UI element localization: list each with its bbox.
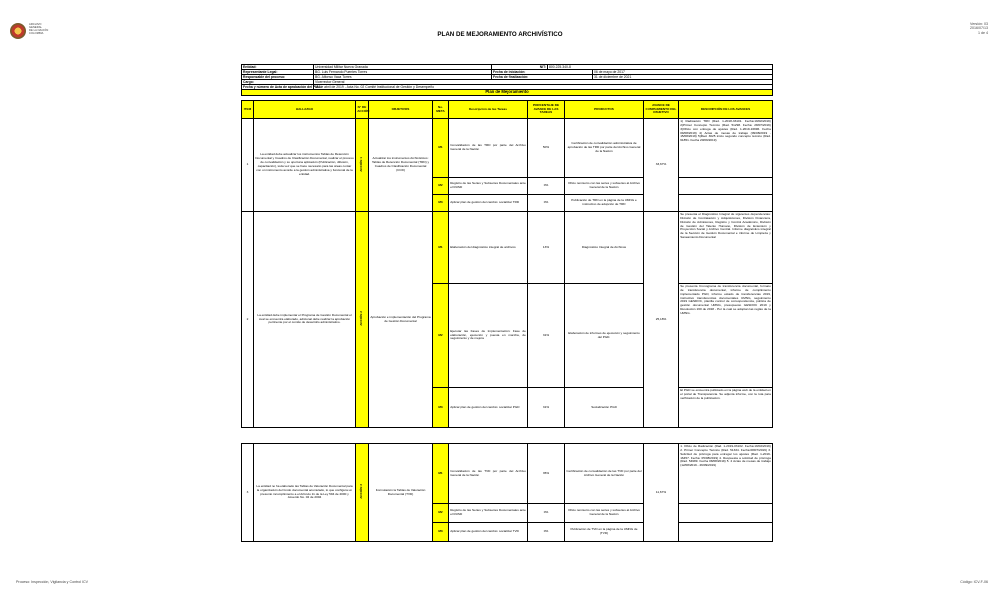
table-row: M3 Aplicar plan de gestión del cambio: socializar TVD 0% Publicación de TVD en la página de la UMNG de (TVD)	[242, 523, 773, 542]
hallazgo-cell: La entidad debe implementar el Programa de Gestión Documental el cual se encuentra elaborado, adicional debe realizar la aprobación pertinente por el comité de desarrollo administrativo.	[254, 212, 356, 428]
info-row: Fecha y número de Acta de aprobación del PMA: 11 de abril de 2019 - Acta No. 02 Comité Institucional de Gestión y Desempeño	[242, 85, 773, 90]
footer-process: Proceso: Inspección, Vigilancia y Control ICV	[16, 580, 89, 584]
table-row: M3 Aplicar plan de gestión del cambio: socializar PGD 31% Socialización PGD El PGD se encuentra publicado en la página web de la entidad en el portal de Transparencia. Se adjunta informe, con la ruta para verificación de la publicación.	[242, 388, 773, 428]
table-row: M2 Ejecutar las Fases de Implementación: Fase de elaboración, ejecución y puesta en marcha, de seguimiento y de mejora 31% Elaboración de informes de ejecución y seguimiento del PGD. Se presenta Cronograma de transferencia documental, formato de transferencia documental, informe de cumplimiento implementado PGD, informe estado de transferencias 2019, instructivo transferencias documentales UMNG, seguimiento 2019 GESDOC, planilla control de correspondencia, política de gestión documental UMNG, presupuesto GESDOC 2019 y Resolución 160 de 2018 - Por la cual se adoptan las reglas de la UMNG.	[242, 284, 773, 388]
version-block: Versión: 03 2016/07/13 1 de 4	[970, 22, 988, 35]
info-row: Cargo: Vicerrector General	[242, 80, 773, 85]
acta-value: 11 de abril de 2019 - Acta No. 02 Comité Institucional de Gestión y Desempeño	[314, 85, 773, 90]
info-row: Responsable del proceso: BG. Alfonso Vaca Torres Fecha de finalización: 31 de diciembre de 2021	[242, 75, 773, 80]
objetivo-cell: Formulación la Tablas de Valoración Documental (TVD)	[369, 444, 433, 542]
cargo-value: Vicerrector General	[314, 80, 773, 85]
objetivo-cell: Actualizar los instrumentos Archivísticos: Tablas de Retención Documental (TRD) y Cuadros de Clasificación Documental (CCD)	[369, 119, 433, 212]
logo-text: ARCHIVO GENERAL DE LA NACIÓN COLOMBIA	[29, 23, 49, 36]
table-row: M2 Registro de las Series y Subseries Documentales ante el RUSD 0% Oficio remisorio con las series y subseries al Archivo General de la Nación	[242, 178, 773, 195]
fecha-iniciacion-value: 06 de mayo de 2017	[593, 70, 773, 75]
representante-value: BG. Luis Fernando Puentes Torres	[314, 70, 492, 75]
document-title: PLAN DE MEJORAMIENTO ARCHIVÍSTICO	[437, 31, 563, 38]
fecha-finalizacion-value: 31 de diciembre de 2021	[593, 75, 773, 80]
cumplimiento-cell: 33,67%	[644, 119, 679, 212]
plan-title-row: Plan de Mejoramiento	[242, 90, 773, 96]
cumplimiento-cell: 11,67%	[644, 444, 679, 542]
row-separator	[242, 428, 773, 444]
hallazgo-cell: La entidad debe actualizar los instrumentos Tablas de Retención Documental y Cuadros de Clasificación Documental, realizar el proceso de convalidación y su oportuna aplicación (Publicación, difusión, capacitación), toda vez que se hace necesario para las áreas contar con un instrumento acorde a la gestión administrativa y funcional de la entidad.	[254, 119, 356, 212]
table-row: 2 La entidad debe implementar el Programa de Gestión Documental el cual se encuentra elaborado, adicional debe realizar la aprobación pertinente por el comité de desarrollo administrativo. ACCIÓN 2 Aprobación e implementación del Programa de Gestión Documental M1 Elaboración del diagnóstico integral de archivos 13% Diagnóstico Integral de Archivos 25,18% Se presenta el Diagnóstico Integral de siguientes dependencias: División de Contratación y Adquisiciones, División Financiera, División de Admisiones, Registro y Control Académico, División de Gestión del Talento Humano, División de Extensión y Proyección Social y Archivo Central. Informe diagnóstico integral de la Sección de Gestión Documental e informe de Limpieza y Saneamiento Documental	[242, 212, 773, 284]
entidad-value: Universidad Militar Nueva Granada	[314, 65, 492, 70]
table-row: M2 Registro de las Series y Subseries Documentales ante el RUSD 0% Oficio remisorio con las series y subseries al Archivo General de la Nación	[242, 504, 773, 523]
footer-code: Código: ICV-F-06	[960, 580, 988, 584]
info-row: Representante Legal: BG. Luis Fernando Puentes Torres Fecha de iniciación: 06 de mayo de 2017	[242, 70, 773, 75]
hallazgo-cell: La entidad no ha elaborado las Tablas de Valoración Documental para la organización del fondo documental acumulado, lo que configura un presunto incumplimiento a el Artículo 11 de la Ley 594 de 2000 y Acuerdo No. 02 de 2004	[254, 444, 356, 542]
nit-value: 800.225.340-8	[548, 65, 773, 70]
responsable-value: BG. Alfonso Vaca Torres	[314, 75, 492, 80]
table-row: M3 Aplicar plan de gestión del cambio: socializar TRD 0% Publicación de TRD en la página de la UMNG e instructivo de adopción de TRD	[242, 195, 773, 212]
header-info-table	[241, 64, 773, 96]
improvement-plan-table	[241, 100, 773, 542]
table-header-row: ITEM HALLAZGO N° DE ACCIÓN OBJETIVOS No. META Descripción de las Tareas PORCENTAJE DE AVANCE DE LAS TAREAS PRODUCTOS AVANCE DE CUMPLIMIENTO DEL OBJETIVO DESCRIPCIÓN DE LOS AVANCES	[242, 101, 773, 119]
table-row: 3 La entidad no ha elaborado las Tablas de Valoración Documental para la organización del fondo documental acumulado, lo que configura un presunto incumplimiento a el Artículo 11 de la Ley 594 de 2000 y Acuerdo No. 02 de 2004 ACCIÓN 3 Formulación la Tablas de Valoración Documental (TVD) M1 Convalidación de las TVD por parte del Archivo General de la Nación 35% Certificación de convalidación de las TVD por parte del Archivo General de la Nación 11,67% 1. Oficio de Radicación (Rad. 1-2019-03102. Fecha:19/02/2019) 2. Primer Concepto Técnico (Rad. 51334. Fecha:08/07/2019) 3. Solicitud de prórroga para entregar los ajustes (Rad. 1-2019-16457. Fecha: 05/08/2019) 4. Respuesta a solicitud de prórroga (Rad. 54989. Fecha 08/08/2019) 5. 2 Actas de mesas de trabajo (12/08/2019 - 26/09/2019)	[242, 444, 773, 504]
info-row: Entidad: Universidad Militar Nueva Granada NIT: 800.225.340-8	[242, 65, 773, 70]
table-row: 1 La entidad debe actualizar los instrumentos Tablas de Retención Documental y Cuadros de Clasificación Documental, realizar el proceso de convalidación y su oportuna aplicación (Publicación, difusión, capacitación), toda vez que se hace necesario para las áreas contar con un instrumento acorde a la gestión administrativa y funcional de la entidad. ACCIÓN 1 Actualizar los instrumentos Archivísticos: Tablas de Retención Documental (TRD) y Cuadros de Clasificación Documental (CCD) M1 Convalidación de las TRD por parte del Archivo General de la Nación 50% Certificación de convalidación administrativa de aprobación de las TRD por parte del Archivo General de la Nación 33,67% 1) Radicación TRD (Rad. 1-2018-33101. Fecha:19/02/2019) 2)Primer Concepto Técnico (Rad. 51298. Fecha: 28/07/2019) 3)Oficio con entrega de ajustes (Rad. 1-2019-16996. Fecha 09/08/2019) 4) Actas de mesas de trabajo (09/08/2019 - 15/08/2019) 5)Rad. 3025 inicio segundo concepto técnico (Rad. 61851. Fecha 20/09/2019)	[242, 119, 773, 178]
objetivo-cell: Aprobación e implementación del Programa de Gestión Documental	[369, 212, 433, 428]
cumplimiento-cell: 25,18%	[644, 212, 679, 428]
